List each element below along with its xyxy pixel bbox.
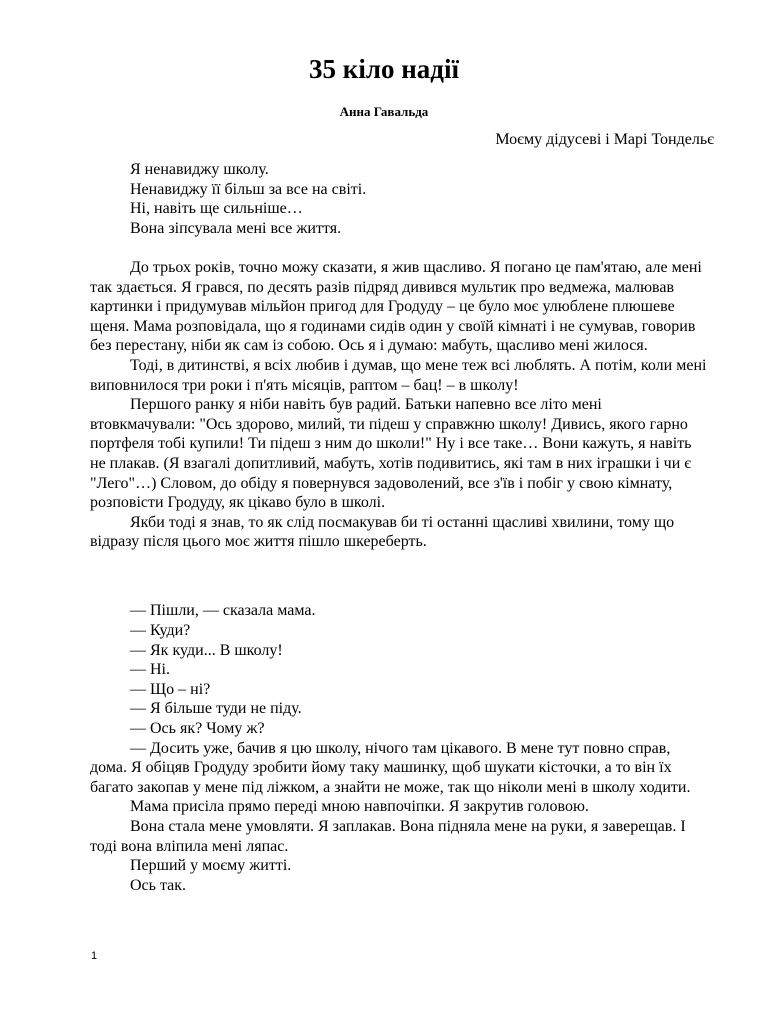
dialogue-line: — Ні. [130, 661, 170, 679]
dialogue-line: — Що – ні? [130, 680, 211, 698]
page-number: 1 [91, 950, 98, 962]
intro-line: Ненавиджу її більш за все на світі. [130, 180, 367, 198]
paragraph: Якби тоді я знав, то як слід посмакував би ті останні щасливі хвилини, тому що відразу після цього моє життя пішло шкереберть. [90, 513, 675, 551]
paragraph: Тоді, в дитинстві, я всіх любив і думав, що мене теж всі люблять. А потім, коли мені виповнилося три роки і п'ять місяців, раптом – бац! – в школу! [90, 356, 707, 394]
author-name: Анна Гавальда [339, 104, 429, 119]
paragraph: Вона стала мене умовляти. Я заплакав. Вона підняла мене на руки, я заверещав. І тоді вона вліпила мені ляпас. [90, 818, 686, 855]
dialogue-line: — Ось як? Чому ж? [130, 720, 265, 738]
paragraph: Ось так. [130, 876, 187, 894]
intro-line: Вона зіпсувала мені все життя. [130, 219, 342, 237]
blank-line [90, 582, 710, 602]
blank-line [90, 552, 710, 582]
intro-line: Я ненавиджу школу. [130, 161, 269, 178]
dialogue-line: — Досить уже, бачив я цю школу, нічого там цікавого. В мене тут повно справ, дома. Я обіцяв Гродуду зробити йому таку машинку, щоб шукати кісточки, а то він їх багато закопав у мене під ліжком, а знайти не може, так що ніколи мені в школу ходити. [90, 739, 691, 796]
dialogue-line: — Куди? [130, 622, 191, 640]
dialogue-line: — Пішли, — сказала мама. [130, 602, 316, 620]
paragraph: До трьох років, точно можу сказати, я жив щасливо. Я погано це пам'ятаю, але мені так здається. Я грався, по десять разів підряд дивився мультик про ведмежа, малював картинки і придумував мільйон пригод для Гродуду – це було моє улюблене плюшеве щеня. Мама розповідала, що я годинами сидів один у своїй кімнаті і не сумував, говорив без перестану, ніби як сам із собою. Ось я і думаю: мабуть, щасливо мені жилося. [90, 258, 702, 355]
paragraph: Першого ранку я ніби навіть був радий. Батьки напевно все літо мені втовкмачували: "Ось здорово, милий, ти підеш у справжню школу! Дивись, якого гарно портфеля тобі купили! Ти підеш з ним до школи!" Ну і все таке… Вони кажуть, я навіть не плакав. (Я взагалі допитливий, мабуть, хотів подивитись, які там в них іграшки і чи є "Лего"…) Словом, до обіду я повернувся задоволений, все з'їв і побіг у свою кімнату, розповісти Гродуду, як цікаво було в школі. [90, 396, 692, 512]
dedication: Моєму дідусеві і Марі Тондельє [495, 131, 714, 148]
dialogue-line: — Я більше туди не піду. [130, 700, 302, 718]
paragraph: Мама присіла прямо переді мною навпочіпки. Я закрутив головою. [130, 798, 589, 816]
blank-line [90, 238, 710, 258]
book-title: 35 кіло надії [309, 54, 459, 84]
paragraph: Перший у моєму житті. [130, 857, 292, 875]
dialogue-line: — Як куди... В школу! [130, 641, 283, 659]
text-body [90, 160, 710, 895]
intro-line: Ні, навіть ще сильніше… [130, 200, 303, 218]
